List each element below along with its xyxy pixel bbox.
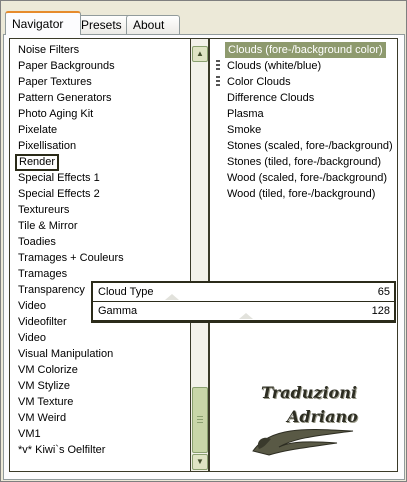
filter-item[interactable]: Stones (tiled, fore-/background) bbox=[227, 156, 382, 168]
category-item[interactable]: Photo Aging Kit bbox=[18, 108, 94, 120]
swirl-ornament-icon bbox=[241, 383, 371, 463]
category-item[interactable]: Transparency bbox=[18, 284, 85, 296]
category-item[interactable]: Pattern Generators bbox=[18, 92, 112, 104]
watermark-logo bbox=[241, 383, 371, 463]
category-item[interactable]: Special Effects 1 bbox=[18, 172, 100, 184]
tab-bar bbox=[3, 11, 405, 35]
tab-presets[interactable]: Presets bbox=[74, 15, 134, 34]
category-item[interactable]: Videofilter bbox=[18, 316, 67, 328]
slider-marker[interactable] bbox=[165, 294, 179, 300]
param-value: 128 bbox=[371, 305, 390, 317]
category-item[interactable]: Special Effects 2 bbox=[18, 188, 100, 200]
filter-item[interactable]: Difference Clouds bbox=[227, 92, 315, 104]
scroll-thumb[interactable] bbox=[192, 387, 208, 453]
category-item[interactable]: VM Stylize bbox=[18, 380, 70, 392]
category-item[interactable]: Pixellisation bbox=[18, 140, 77, 152]
category-item[interactable]: Tile & Mirror bbox=[18, 220, 78, 232]
filter-item[interactable]: Wood (tiled, fore-/background) bbox=[227, 188, 376, 200]
filter-item[interactable]: Stones (scaled, fore-/background) bbox=[227, 140, 393, 152]
scroll-up-button[interactable]: ▲ bbox=[192, 46, 208, 62]
param-label: Cloud Type bbox=[98, 286, 154, 298]
watermark-line2: Adriano bbox=[287, 407, 358, 426]
category-item[interactable]: Tramages + Couleurs bbox=[18, 252, 124, 264]
filter-item[interactable]: Smoke bbox=[227, 124, 262, 136]
category-item[interactable]: Tramages bbox=[18, 268, 68, 280]
param-cloud-type[interactable] bbox=[93, 283, 394, 301]
drag-handle-icon[interactable] bbox=[216, 60, 220, 72]
tab-navigator[interactable]: Navigator bbox=[5, 11, 81, 35]
parameter-panel bbox=[91, 281, 396, 323]
filter-item[interactable]: Clouds (fore-/background color) bbox=[225, 42, 386, 58]
category-scrollbar[interactable] bbox=[191, 39, 208, 471]
scroll-down-button[interactable]: ▼ bbox=[192, 454, 208, 470]
category-item[interactable]: Render bbox=[15, 154, 59, 171]
watermark-line1: Traduzioni bbox=[261, 383, 357, 402]
category-item[interactable]: Paper Textures bbox=[18, 76, 92, 88]
filter-item[interactable]: Clouds (white/blue) bbox=[227, 60, 322, 72]
category-list[interactable] bbox=[10, 39, 190, 471]
param-label: Gamma bbox=[98, 305, 138, 317]
category-item[interactable]: VM Weird bbox=[18, 412, 67, 424]
drag-handle-icon[interactable] bbox=[216, 76, 220, 88]
category-item[interactable]: Video bbox=[18, 332, 46, 344]
param-value: 65 bbox=[377, 286, 390, 298]
category-item[interactable]: Toadies bbox=[18, 236, 56, 248]
panel-frame bbox=[9, 38, 398, 472]
filter-item[interactable]: Wood (scaled, fore-/background) bbox=[227, 172, 387, 184]
category-item[interactable]: VM1 bbox=[18, 428, 41, 440]
slider-marker[interactable] bbox=[239, 313, 253, 319]
tab-about[interactable]: About bbox=[126, 15, 180, 34]
category-item[interactable]: VM Texture bbox=[18, 396, 74, 408]
category-item[interactable]: Pixelate bbox=[18, 124, 58, 136]
category-item[interactable]: Visual Manipulation bbox=[18, 348, 114, 360]
category-item[interactable]: Video bbox=[18, 300, 46, 312]
category-item[interactable]: *v* Kiwi`s Oelfilter bbox=[18, 444, 106, 456]
navigator-panel bbox=[3, 34, 405, 480]
category-item[interactable]: Noise Filters bbox=[18, 44, 80, 56]
category-item[interactable]: VM Colorize bbox=[18, 364, 78, 376]
category-item[interactable]: Paper Backgrounds bbox=[18, 60, 115, 72]
filter-item[interactable]: Color Clouds bbox=[227, 76, 291, 88]
category-item[interactable]: Textureurs bbox=[18, 204, 70, 216]
param-gamma[interactable] bbox=[93, 302, 394, 320]
filter-item[interactable]: Plasma bbox=[227, 108, 264, 120]
